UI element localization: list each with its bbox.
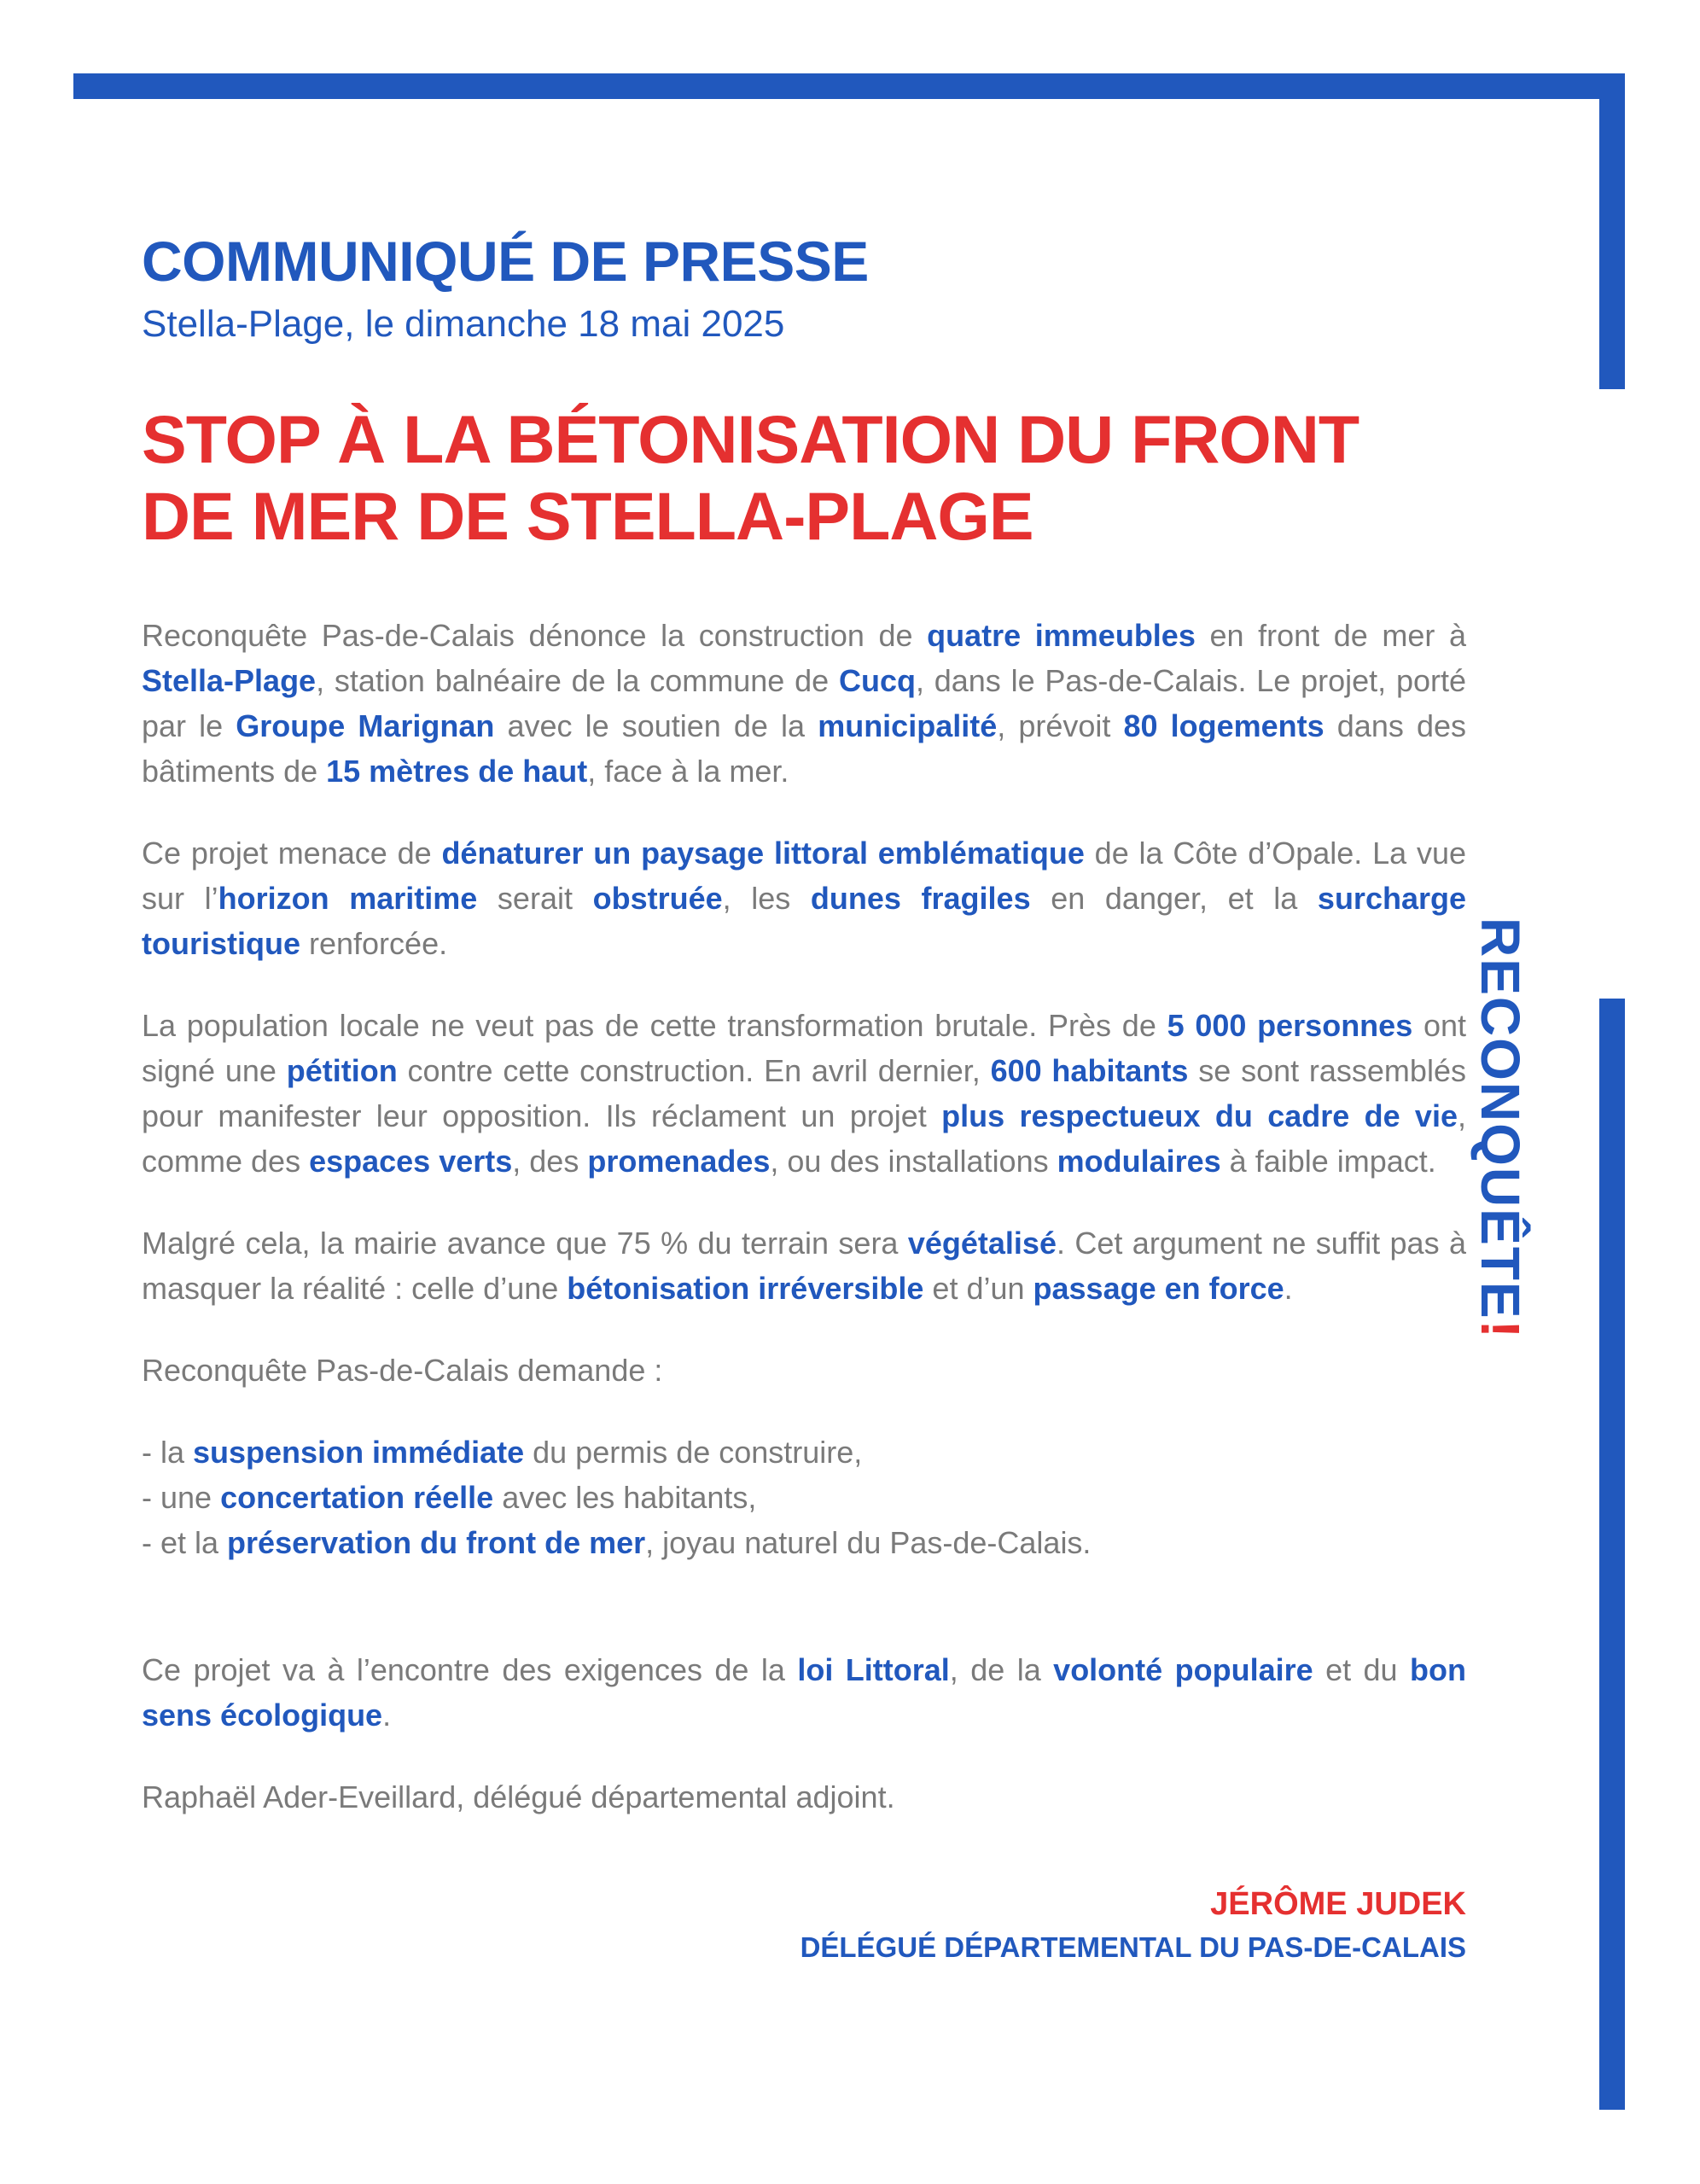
logo-exclamation: ! (1470, 1319, 1531, 1340)
headline-line-2: DE MER DE STELLA-PLAGE (142, 478, 1033, 554)
text: - la (142, 1435, 194, 1470)
frame-right-bar-upper (1599, 73, 1625, 389)
text: du permis de construire, (524, 1435, 863, 1470)
headline-line-1: STOP À LA BÉTONISATION DU FRONT (142, 401, 1359, 477)
paragraph-7: Raphaël Ader-Eveillard, délégué départemental adjoint. (142, 1779, 895, 1814)
highlight: dunes fragiles (810, 881, 1031, 916)
frame-top-bar (73, 73, 1625, 99)
highlight: surcharge touristique (142, 881, 1466, 961)
paragraph-2 (142, 830, 1466, 966)
text: , prévoit (997, 708, 1124, 743)
highlight: Stella-Plage (142, 663, 317, 698)
text: Ce projet va à l’encontre des exigences de la (142, 1652, 798, 1687)
text: - une (142, 1480, 221, 1515)
highlight: horizon maritime (218, 881, 478, 916)
text: à faible impact. (1220, 1144, 1436, 1179)
highlight: bétonisation irréversible (567, 1271, 924, 1306)
paragraph-6 (142, 1647, 1466, 1738)
highlight: Cucq (838, 663, 916, 698)
highlight: 15 mètres de haut (326, 754, 588, 789)
highlight: végétalisé (907, 1226, 1057, 1261)
press-release-body (142, 613, 1466, 1820)
text: en front de mer à (1195, 618, 1467, 653)
signer-title: DÉLÉGUÉ DÉPARTEMENTAL DU PAS-DE-CALAIS (800, 1931, 1466, 1963)
demand-item (142, 1435, 862, 1470)
highlight: modulaires (1057, 1144, 1221, 1179)
highlight: loi Littoral (797, 1652, 950, 1687)
text: de la Côte d’Opale. La vue sur l’ (142, 836, 1466, 916)
text: , joyau naturel du Pas-de-Calais. (645, 1525, 1092, 1560)
highlight: espaces verts (309, 1144, 513, 1179)
text: et d’un (923, 1271, 1033, 1306)
frame-right-bar-lower (1599, 999, 1625, 2110)
paragraph-1 (142, 613, 1466, 794)
demands-list (142, 1430, 1466, 1565)
logo-text: RECONQUÊTE (1470, 917, 1531, 1320)
text: ont signé une (142, 1008, 1467, 1088)
demand-item (142, 1525, 1091, 1560)
text: , comme des (142, 1098, 1466, 1179)
highlight: 600 habitants (990, 1053, 1189, 1088)
text: se sont rassemblés pour manifester leur opposition. Ils réclament un projet (142, 1053, 1466, 1133)
highlight: Groupe Marignan (236, 708, 495, 743)
paragraph-4 (142, 1220, 1466, 1311)
text: avec le soutien de la (494, 708, 818, 743)
text: Reconquête Pas-de-Calais dénonce la construction de (142, 618, 928, 653)
text: , des (512, 1144, 588, 1179)
text: . (1284, 1271, 1293, 1306)
text: , ou des installations (770, 1144, 1057, 1179)
text: , face à la mer. (587, 754, 789, 789)
highlight: obstruée (592, 881, 723, 916)
text: en danger, et la (1030, 881, 1318, 916)
text: Ce projet menace de (142, 836, 442, 871)
press-release-kicker: COMMUNIQUÉ DE PRESSE (142, 230, 869, 293)
text: Malgré cela, la mairie avance que 75 % du terrain sera (142, 1226, 908, 1261)
highlight: dénaturer un paysage littoral emblématique (441, 836, 1085, 871)
demand-item (142, 1480, 756, 1515)
text: dans des bâtiments de (142, 708, 1466, 789)
highlight: volonté populaire (1053, 1652, 1313, 1687)
highlight: bon sens écologique (142, 1652, 1467, 1733)
highlight: municipalité (818, 708, 998, 743)
highlight: promenades (587, 1144, 771, 1179)
text: , de la (949, 1652, 1054, 1687)
text: et du (1313, 1652, 1411, 1687)
text: , station balnéaire de la commune de (316, 663, 839, 698)
text: serait (477, 881, 593, 916)
text: renforcée. (300, 926, 448, 961)
text: , dans le Pas-de-Calais. Le projet, porté par le (142, 663, 1466, 743)
highlight: préservation du front de mer (227, 1525, 646, 1560)
highlight: 5 000 personnes (1167, 1008, 1413, 1043)
headline (142, 401, 1466, 555)
text: . (382, 1698, 392, 1733)
dateline: Stella-Plage, le dimanche 18 mai 2025 (142, 303, 785, 345)
paragraph-3 (142, 1003, 1466, 1184)
highlight: 80 logements (1123, 708, 1324, 743)
highlight: pétition (286, 1053, 398, 1088)
highlight: suspension immédiate (193, 1435, 525, 1470)
text: - et la (142, 1525, 228, 1560)
highlight: plus respectueux du cadre de vie (941, 1098, 1458, 1133)
signer-name: JÉRÔME JUDEK (1210, 1886, 1466, 1922)
reconquete-logo (1470, 917, 1531, 1340)
text: avec les habitants, (493, 1480, 757, 1515)
highlight: concertation réelle (220, 1480, 494, 1515)
text: contre cette construction. En avril dernier, (397, 1053, 991, 1088)
text: . Cet argument ne suffit pas à masquer la réalité : celle d’une (142, 1226, 1466, 1306)
text: , les (722, 881, 811, 916)
highlight: passage en force (1033, 1271, 1284, 1306)
text: La population locale ne veut pas de cette transformation brutale. Près de (142, 1008, 1167, 1043)
paragraph-5: Reconquête Pas-de-Calais demande : (142, 1353, 663, 1388)
highlight: quatre immeubles (927, 618, 1196, 653)
